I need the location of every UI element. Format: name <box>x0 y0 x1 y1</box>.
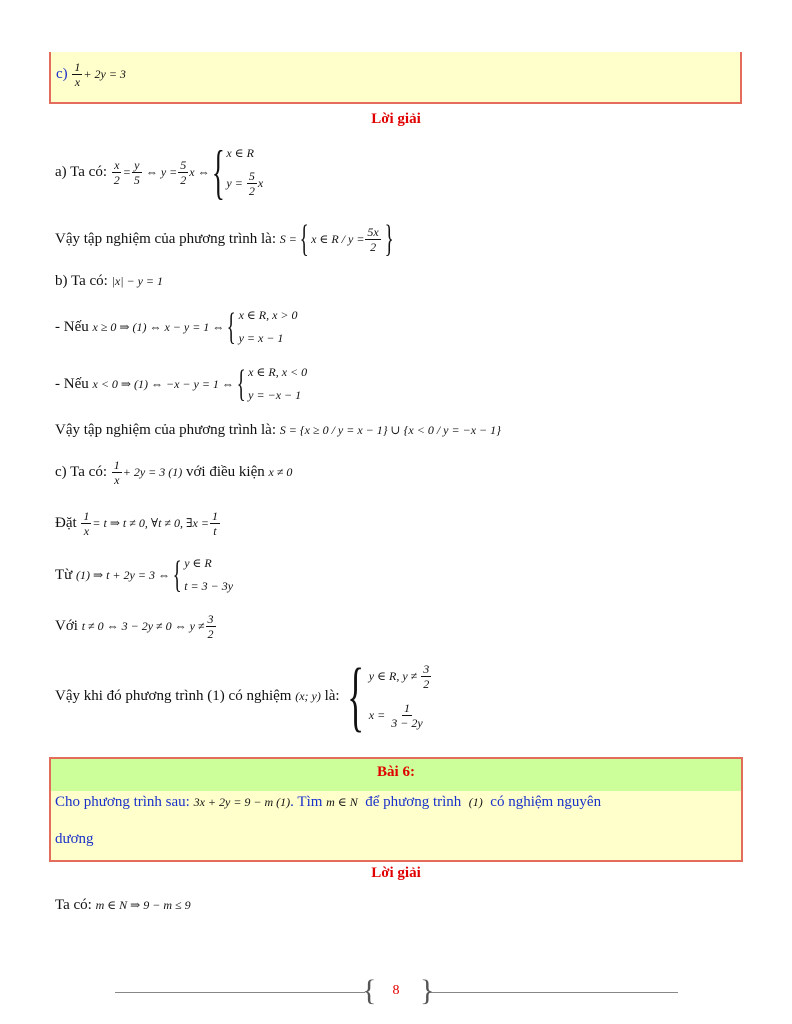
exercise-6-title: Bài 6: <box>377 764 415 780</box>
equation-text: + 2y = 3 <box>83 67 126 81</box>
part-c-line: c) Ta có: $\frac{1}{x}$ + 2y = 3 (1) với điều kiện x ≠ 0 <box>55 458 293 487</box>
part-b-case1: - Nếu x ≥ 0 ⇒ (1) ⇔ x − y = 1 ⇔ { x ∈ R, x > 0 y = x − 1 <box>55 306 298 348</box>
page-number: 8 <box>392 983 400 998</box>
part-c-label: c) <box>56 66 68 82</box>
exercise-6-text-line1: Cho phương trình sau: 3x + 2y = 9 − m (1) . Tìm m ∈ N để phương trình (1) có nghiệm nguyên <box>55 794 602 810</box>
part-b-line: b) Ta có: |x| − y = 1 <box>55 273 164 289</box>
solution-heading: Lời giải <box>371 111 421 127</box>
part-c-problem <box>56 60 126 89</box>
part-c-condition: Với t ≠ 0 ⇔ 3 − 2y ≠ 0 ⇔ y ≠ $\frac{3}{2}$ <box>55 612 214 641</box>
exercise-6-text-line2: dương <box>55 831 94 847</box>
solution-heading-2: Lời giải <box>371 865 421 881</box>
part-c-substitution: Đặt $\frac{1}{x}$ = t ⇒ t ≠ 0, ∀t ≠ 0, ∃x = $\frac{1}{t}$ <box>55 509 218 538</box>
part-a-conclusion: Vậy tập nghiệm của phương trình là: S = { x ∈ R / y = $\frac{5x}{2}$ } <box>55 218 394 260</box>
exercise-6-solution-line: Ta có: m ∈ N ⇒ 9 − m ≤ 9 <box>55 897 191 913</box>
part-a-prefix: a) Ta có: <box>55 163 107 180</box>
part-c-system: Từ (1) ⇒ t + 2y = 3 ⇔ { y ∈ R t = 3 − 3y <box>55 554 234 596</box>
part-a-line: a) Ta có: $\frac{x}{2}$ = $\frac{y}{5}$ ⇔ y = $\frac{5}{2}$ x ⇔ { x ∈ R y = $\frac{5}{2}$ x <box>55 139 264 205</box>
part-b-case2: - Nếu x < 0 ⇒ (1) ⇔ −x − y = 1 ⇔ { x ∈ R, x < 0 y = −x − 1 <box>55 363 308 405</box>
part-a-system: x ∈ R y = $\frac{5}{2}$ x <box>226 146 264 198</box>
footer-brace-left: { <box>362 974 377 1007</box>
part-c-conclusion: Vậy khi đó phương trình (1) có nghiệm (x; y) là: { y ∈ R, y ≠ $\frac{3}{2}$ x = $\frac{1}{3 - 2y}$ <box>55 652 430 739</box>
problem-box-continuation <box>49 52 742 104</box>
footer-brace-right: } <box>420 974 435 1007</box>
footer-line-right <box>428 992 678 993</box>
part-b-conclusion: Vậy tập nghiệm của phương trình là: S = {x ≥ 0 / y = x − 1} ∪ {x < 0 / y = −x − 1} <box>55 422 501 438</box>
footer-line-left <box>115 992 365 993</box>
equation-fraction: $\frac{1}{x}$ <box>74 60 81 89</box>
